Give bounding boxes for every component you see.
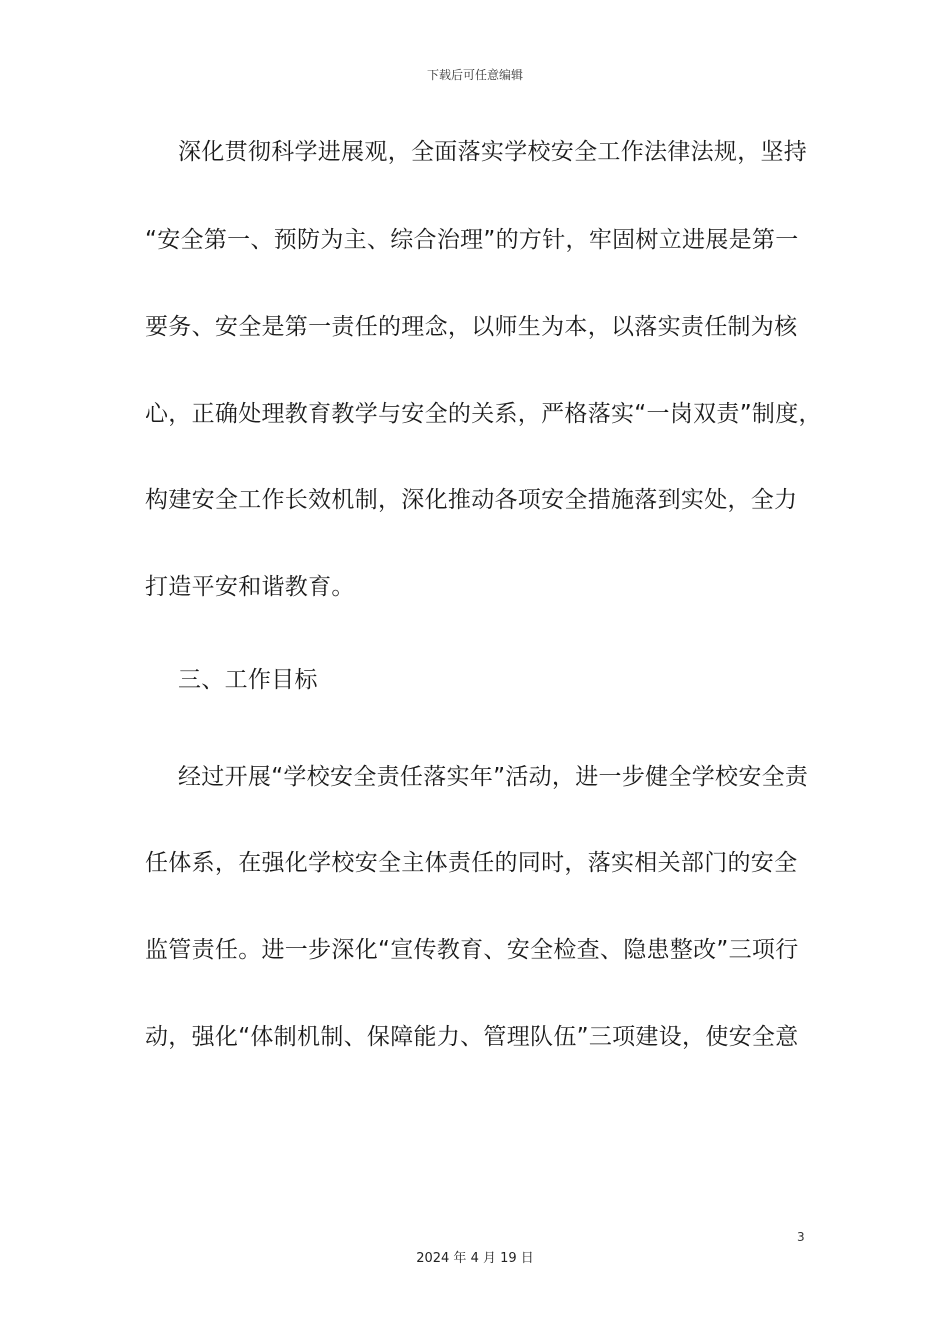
page-header: 下载后可任意编辑	[426, 68, 523, 82]
body-line-11: 动，强化“体制机制、保障能力、管理队伍”三项建设，使安全意	[145, 1024, 799, 1050]
footer-date: 2024 年 4 月 19 日	[416, 1251, 534, 1266]
page-number: 3	[797, 1230, 805, 1244]
body-line-5: 构建安全工作长效机制，深化推动各项安全措施落到实处，全力	[145, 487, 798, 513]
body-line-1: 深化贯彻科学进展观，全面落实学校安全工作法律法规，坚持	[178, 139, 808, 165]
body-line-8: 经过开展“学校安全责任落实年”活动，进一步健全学校安全责	[178, 764, 809, 790]
body-line-3: 要务、安全是第一责任的理念，以师生为本，以落实责任制为核	[145, 314, 798, 340]
section-heading: 三、工作目标	[178, 667, 318, 693]
body-line-2: “安全第一、预防为主、综合治理”的方针，牢固树立进展是第一	[145, 227, 799, 253]
body-line-9: 任体系，在强化学校安全主体责任的同时，落实相关部门的安全	[145, 850, 798, 876]
body-line-10: 监管责任。进一步深化“宣传教育、安全检查、隐患整改”三项行	[145, 937, 799, 963]
body-line-6: 打造平安和谐教育。	[145, 574, 355, 600]
body-line-4: 心，正确处理教育教学与安全的关系，严格落实“一岗双责”制度，	[145, 401, 822, 427]
